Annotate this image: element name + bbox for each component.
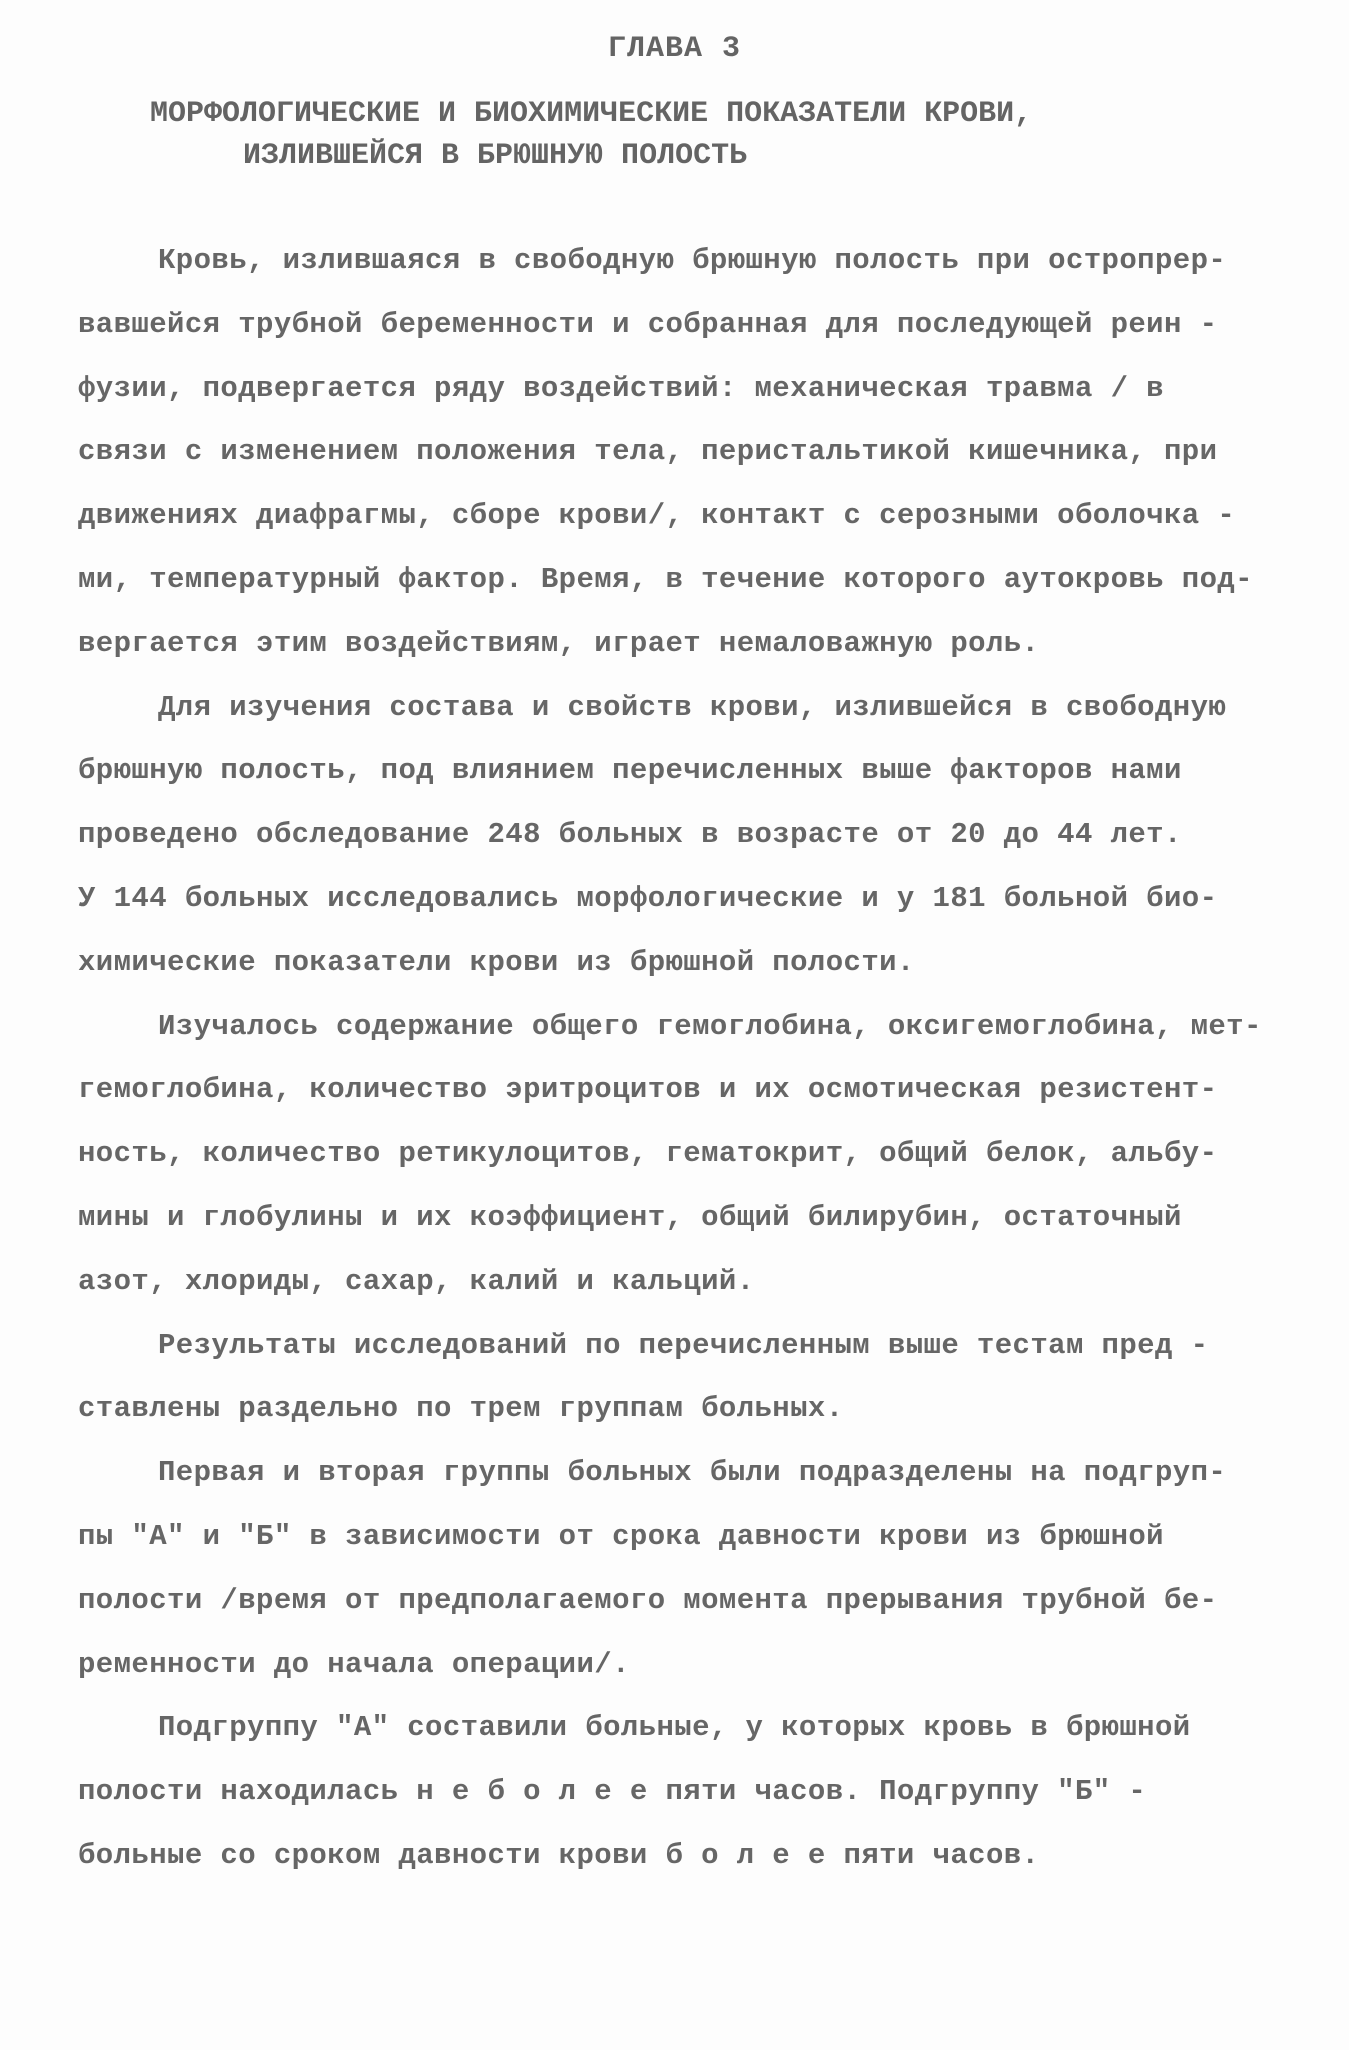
chapter-title-line-1: МОРФОЛОГИЧЕСКИЕ И БИОХИМИЧЕСКИЕ ПОКАЗАТЕЛИ КРОВИ, bbox=[150, 97, 1033, 131]
text-line: вергается этим воздействиям, играет немаловажную роль. bbox=[78, 626, 1040, 660]
text-line: вавшейся трубной беременности и собранная для последующей реин - bbox=[78, 307, 1218, 341]
text-line: гемоглобина, количество эритроцитов и их осмотическая резистент- bbox=[78, 1073, 1218, 1107]
text-line: мины и глобулины и их коэффициент, общий билирубин, остаточный bbox=[78, 1200, 1182, 1234]
text-line: химические показатели крови из брюшной полости. bbox=[78, 945, 915, 979]
text-line: ми, температурный фактор. Время, в течение которого аутокровь под- bbox=[78, 562, 1253, 596]
text-line: проведено обследование 248 больных в возрасте от 20 до 44 лет. bbox=[78, 818, 1182, 852]
chapter-heading: ГЛАВА 3 bbox=[607, 32, 742, 66]
text-line: Изучалось содержание общего гемоглобина, оксигемоглобина, мет- bbox=[158, 1009, 1262, 1043]
text-line: больные со сроком давности крови б о л е е пяти часов. bbox=[78, 1838, 1040, 1872]
text-line: движениях диафрагмы, сборе крови/, контакт с серозными оболочка - bbox=[78, 499, 1236, 533]
chapter-title-line-2: ИЗЛИВШЕЙСЯ В БРЮШНУЮ ПОЛОСТЬ bbox=[243, 139, 748, 173]
text-line: Для изучения состава и свойств крови, излившейся в свободную bbox=[158, 690, 1227, 724]
text-line: азот, хлориды, сахар, калий и кальций. bbox=[78, 1264, 755, 1298]
text-line: Первая и вторая группы больных были подразделены на подгруп- bbox=[158, 1456, 1227, 1490]
text-line: пы "А" и "Б" в зависимости от срока давности крови из брюшной bbox=[78, 1519, 1164, 1553]
text-line: полости /время от предполагаемого момента прерывания трубной бе- bbox=[78, 1583, 1218, 1617]
text-line: ставлены раздельно по трем группам больных. bbox=[78, 1392, 844, 1426]
text-line: Кровь, излившаяся в свободную брюшную полость при остропрер- bbox=[158, 244, 1227, 277]
body-text bbox=[78, 243, 1298, 1902]
text-line: полости находилась н е б о л е е пяти часов. Подгруппу "Б" - bbox=[78, 1775, 1147, 1809]
text-line: Результаты исследований по перечисленным выше тестам пред - bbox=[158, 1328, 1209, 1362]
text-line: связи с изменением положения тела, перистальтикой кишечника, при bbox=[78, 435, 1218, 469]
text-line: фузии, подвергается ряду воздействий: механическая травма / в bbox=[78, 371, 1164, 405]
text-line: Подгруппу "А" составили больные, у которых кровь в брюшной bbox=[158, 1711, 1191, 1745]
text-line: У 144 больных исследовались морфологические и у 181 больной био- bbox=[78, 881, 1218, 915]
text-line: брюшную полость, под влиянием перечисленных выше факторов нами bbox=[78, 754, 1182, 788]
text-line: ременности до начала операции/. bbox=[78, 1647, 630, 1681]
text-line: ность, количество ретикулоцитов, гематокрит, общий белок, альбу- bbox=[78, 1137, 1218, 1171]
